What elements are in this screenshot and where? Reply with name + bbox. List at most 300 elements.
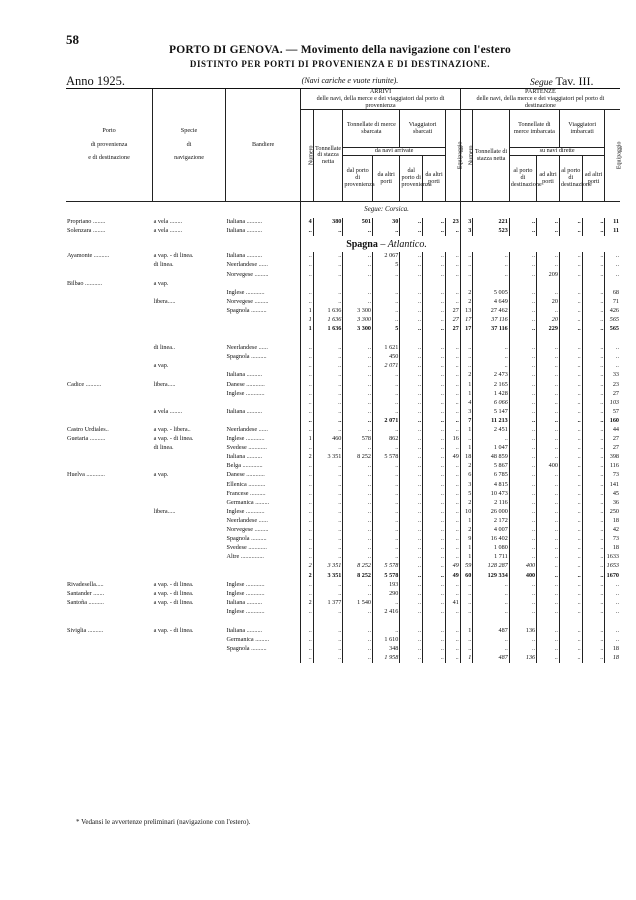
specie-cell: [153, 490, 226, 499]
viagg-dal-porto-cell: [400, 279, 423, 288]
tonn-ad-altri-cell: ..: [537, 562, 560, 571]
tonn-al-porto-cell: ..: [509, 508, 536, 517]
tonn-da-altri-cell: [373, 279, 400, 288]
arr-numero-cell: ..: [301, 645, 314, 654]
arr-equipaggio-cell: ..: [445, 289, 460, 298]
viagg-al-porto-cell: ..: [559, 362, 582, 371]
tonn-ad-altri-cell: ..: [537, 608, 560, 617]
arr-equipaggio-cell: ..: [445, 526, 460, 535]
arr-stazza-cell: 3 351: [313, 562, 343, 571]
tonn-al-porto-cell: ..: [509, 408, 536, 417]
arr-numero-cell: ..: [301, 508, 314, 517]
viagg-al-porto-cell: ..: [559, 645, 582, 654]
tonn-da-altri-cell: 193: [373, 580, 400, 589]
arr-stazza-cell: ..: [313, 627, 343, 636]
arr-numero-cell: ..: [301, 390, 314, 399]
tonn-dal-porto-cell: ..: [343, 261, 373, 270]
tonn-dal-porto-cell: ..: [343, 227, 373, 236]
par-stazza-cell: 2 451: [473, 426, 509, 435]
viagg-da-altri-cell: ..: [423, 417, 446, 426]
arr-stazza-cell: ..: [313, 353, 343, 362]
col-arrivi: ARRIVI delle navi, della merce e dei viaggiatori dal porto di provenienza: [301, 89, 461, 110]
viagg-dal-porto-cell: ..: [400, 252, 423, 261]
col-su-navi-dirette: su navi dirette: [509, 148, 605, 156]
tonn-dal-porto-cell: ..: [343, 399, 373, 408]
bandiera-cell: [226, 571, 301, 580]
viagg-ad-altri-cell: ..: [582, 462, 605, 471]
tonn-ad-altri-cell: 400: [537, 462, 560, 471]
viagg-dal-porto-cell: ..: [400, 490, 423, 499]
col-viagg-ad-altri: ad altri porti: [582, 156, 605, 202]
viagg-da-altri-cell: ..: [423, 462, 446, 471]
par-equipaggio-cell: 11: [605, 218, 620, 227]
par-equipaggio-cell: 23: [605, 380, 620, 389]
arr-numero-cell: ..: [301, 535, 314, 544]
spacer-cell: [509, 617, 536, 627]
par-stazza-cell: 1 080: [473, 544, 509, 553]
viagg-da-altri-cell: ..: [423, 426, 446, 435]
viagg-al-porto-cell: ..: [559, 608, 582, 617]
arr-stazza-cell: 3 351: [313, 453, 343, 462]
viagg-da-altri-cell: ..: [423, 227, 446, 236]
porto-cell: [66, 571, 153, 580]
table-header: [66, 88, 624, 202]
viagg-dal-porto-cell: ..: [400, 316, 423, 325]
par-stazza-cell: ..: [473, 580, 509, 589]
specie-cell: a vap.: [153, 471, 169, 479]
par-equipaggio-cell: ..: [605, 599, 620, 608]
viagg-ad-altri-cell: [582, 279, 605, 288]
arr-stazza-cell: 1 636: [313, 325, 343, 334]
bandiera-cell: Spagnola ..........: [226, 645, 267, 653]
arr-numero-cell: ..: [301, 636, 314, 645]
porto-cell: [66, 390, 153, 399]
viagg-ad-altri-cell: ..: [582, 599, 605, 608]
arr-stazza-cell: ..: [313, 480, 343, 489]
arr-stazza-cell: ..: [313, 444, 343, 453]
arr-numero-cell: ..: [301, 490, 314, 499]
section-spacer: [473, 236, 620, 252]
par-stazza-cell: ..: [473, 435, 509, 444]
porto-cell: Cadice ..........: [67, 380, 102, 388]
arr-equipaggio-cell: ..: [445, 553, 460, 562]
par-numero-cell: 6: [460, 471, 473, 480]
arr-numero-cell: ..: [301, 289, 314, 298]
col-bandiere: Bandiere: [226, 89, 301, 202]
table-row: [66, 544, 620, 553]
tonn-dal-porto-cell: ..: [343, 390, 373, 399]
par-stazza-cell: ..: [473, 645, 509, 654]
par-numero-cell: 2: [460, 526, 473, 535]
viagg-dal-porto-cell: ..: [400, 435, 423, 444]
viagg-al-porto-cell: ..: [559, 453, 582, 462]
par-numero-cell: 1: [460, 553, 473, 562]
par-equipaggio-cell: 1653: [606, 562, 619, 570]
tonn-dal-porto-cell: ..: [343, 535, 373, 544]
porto-cell: Solenzara ........: [67, 227, 106, 235]
specie-cell: [153, 371, 226, 380]
tonn-ad-altri-cell: ..: [537, 645, 560, 654]
tonn-ad-altri-cell: ..: [537, 399, 560, 408]
par-stazza-cell: ..: [473, 261, 509, 270]
par-equipaggio-cell: 68: [605, 289, 620, 298]
bandiera-cell: Spagnola ..........: [226, 306, 267, 314]
par-equipaggio-cell: 1670: [606, 571, 619, 579]
par-stazza-cell: ..: [473, 353, 509, 362]
tonn-da-altri-cell: 1 958: [373, 654, 400, 663]
viagg-al-porto-cell: ..: [559, 562, 582, 571]
arr-equipaggio-cell: ..: [445, 608, 460, 617]
par-stazza-cell: 221: [473, 218, 509, 227]
tonn-ad-altri-cell: ..: [537, 490, 560, 499]
tonn-da-altri-cell: ..: [373, 627, 400, 636]
viagg-da-altri-cell: ..: [423, 608, 446, 617]
arr-stazza-cell: ..: [313, 517, 343, 526]
arr-stazza-cell: ..: [313, 608, 343, 617]
table-row: [66, 508, 620, 517]
viagg-ad-altri-cell: ..: [582, 490, 605, 499]
tonn-ad-altri-cell: ..: [537, 471, 560, 480]
spacer-cell: [226, 334, 301, 344]
par-numero-cell: 1: [460, 380, 473, 389]
viagg-ad-altri-cell: ..: [582, 435, 605, 444]
viagg-da-altri-cell: ..: [423, 544, 446, 553]
specie-cell: di linea.: [153, 444, 174, 452]
par-equipaggio-cell: ..: [605, 636, 620, 645]
viagg-al-porto-cell: ..: [559, 444, 582, 453]
table-row: [66, 316, 620, 325]
table-row: [66, 453, 620, 462]
specie-cell: a vap. - di linea.: [153, 598, 194, 606]
par-numero-cell: 17: [460, 325, 473, 334]
porto-cell: Santander .......: [67, 589, 105, 597]
par-equipaggio-cell: 71: [605, 298, 620, 307]
viagg-al-porto-cell: ..: [559, 289, 582, 298]
specie-cell: [153, 562, 226, 571]
arr-equipaggio-cell: ..: [445, 408, 460, 417]
tonn-ad-altri-cell: ..: [537, 480, 560, 489]
tonn-ad-altri-cell: ..: [537, 535, 560, 544]
spacer-cell: [301, 617, 314, 627]
par-equipaggio-cell: ..: [605, 353, 620, 362]
tonn-dal-porto-cell: ..: [343, 444, 373, 453]
viagg-al-porto-cell: ..: [559, 636, 582, 645]
arr-numero-cell: 2: [301, 562, 314, 571]
specie-cell: libera.....: [153, 380, 176, 388]
viagg-dal-porto-cell: ..: [400, 417, 423, 426]
arr-equipaggio-cell: 49: [445, 562, 460, 571]
tonn-ad-altri-cell: ..: [537, 417, 560, 426]
viagg-al-porto-cell: ..: [559, 307, 582, 316]
bandiera-cell: Spagnola ..........: [226, 353, 267, 361]
arr-equipaggio-cell: ..: [445, 417, 460, 426]
viagg-da-altri-cell: ..: [423, 517, 446, 526]
col-tonn-imbarcata: Tonnellate di merce imbarcata: [509, 110, 559, 148]
viagg-da-altri-cell: ..: [423, 535, 446, 544]
par-numero-cell: ..: [460, 252, 473, 261]
viagg-ad-altri-cell: ..: [582, 298, 605, 307]
viagg-ad-altri-cell: ..: [582, 471, 605, 480]
viagg-da-altri-cell: ..: [423, 562, 446, 571]
viagg-al-porto-cell: ..: [559, 508, 582, 517]
specie-cell: [153, 399, 226, 408]
par-equipaggio-cell: 45: [605, 490, 620, 499]
table-row: [66, 426, 620, 435]
viagg-dal-porto-cell: ..: [400, 344, 423, 353]
arr-numero-cell: ..: [301, 227, 314, 236]
tonn-dal-porto-cell: 3 300: [343, 325, 373, 334]
bandiera-cell: [226, 279, 301, 288]
specie-cell: [153, 325, 226, 334]
tonn-ad-altri-cell: 20: [537, 316, 560, 325]
specie-cell: [153, 289, 226, 298]
par-stazza-cell: ..: [473, 252, 509, 261]
par-equipaggio-cell: 73: [605, 535, 620, 544]
arr-numero-cell: 2: [301, 453, 314, 462]
par-equipaggio-cell: 27: [605, 444, 620, 453]
viagg-dal-porto-cell: ..: [400, 462, 423, 471]
par-numero-cell: 3: [460, 408, 473, 417]
arr-numero-cell: ..: [301, 471, 314, 480]
arr-stazza-cell: ..: [313, 462, 343, 471]
arr-equipaggio-cell: 16: [445, 435, 460, 444]
porto-cell: [66, 371, 153, 380]
par-stazza-cell: 26 000: [473, 508, 509, 517]
par-stazza-cell: 4 007: [473, 526, 509, 535]
arr-numero-cell: ..: [301, 353, 314, 362]
col-porto: Porto di provenienza e di destinazione: [66, 89, 153, 202]
bandiera-cell: [226, 399, 301, 408]
arr-numero-cell: ..: [301, 444, 314, 453]
tonn-dal-porto-cell: ..: [343, 344, 373, 353]
table-row: [66, 261, 620, 270]
par-stazza-cell: 27 462: [473, 307, 509, 316]
par-stazza-cell: ..: [473, 608, 509, 617]
par-stazza-cell: 5 867: [473, 462, 509, 471]
par-stazza-cell: 523: [473, 227, 509, 236]
tonn-da-altri-cell: ..: [373, 270, 400, 279]
arr-numero-cell: ..: [301, 426, 314, 435]
table-note: (Navi cariche e vuote riunite).: [301, 76, 399, 85]
viagg-ad-altri-cell: ..: [582, 289, 605, 298]
col-viagg-sbarcati: Viaggiatori sbarcati: [400, 110, 446, 148]
spacer-cell: [605, 617, 620, 627]
viagg-al-porto-cell: ..: [559, 426, 582, 435]
tonn-ad-altri-cell: 20: [537, 298, 560, 307]
tonn-ad-altri-cell: ..: [537, 553, 560, 562]
viagg-ad-altri-cell: ..: [582, 399, 605, 408]
bandiera-cell: [226, 325, 301, 334]
viagg-dal-porto-cell: ..: [400, 599, 423, 608]
viagg-dal-porto-cell: ..: [400, 499, 423, 508]
tonn-dal-porto-cell: ..: [343, 371, 373, 380]
par-stazza-cell: 1 047: [473, 444, 509, 453]
par-stazza-cell: 6 066: [473, 399, 509, 408]
tonn-dal-porto-cell: ..: [343, 553, 373, 562]
par-equipaggio-cell: 141: [605, 480, 620, 489]
par-equipaggio-cell: 1633: [606, 553, 619, 561]
tonn-dal-porto-cell: ..: [343, 471, 373, 480]
porto-cell: [66, 553, 153, 562]
arr-numero-cell: [301, 279, 314, 288]
arr-stazza-cell: 3 351: [313, 571, 343, 580]
col-partenze: PARTENZE delle navi, della merce e dei viaggiatori pel porto di destinazione: [460, 89, 620, 110]
arr-numero-cell: ..: [301, 654, 314, 663]
arr-numero-cell: 2: [301, 599, 314, 608]
arr-stazza-cell: 1 636: [313, 307, 343, 316]
specie-cell: [153, 654, 226, 663]
viagg-da-altri-cell: ..: [423, 499, 446, 508]
arr-stazza-cell: ..: [313, 590, 343, 599]
viagg-ad-altri-cell: ..: [582, 499, 605, 508]
viagg-da-altri-cell: ..: [423, 627, 446, 636]
spacer-cell: [460, 617, 473, 627]
viagg-ad-altri-cell: ..: [582, 654, 605, 663]
arr-equipaggio-cell: 27: [445, 316, 460, 325]
bandiera-cell: Norvegese .........: [226, 297, 269, 305]
par-numero-cell: 18: [460, 453, 473, 462]
par-stazza-cell: 487: [473, 627, 509, 636]
tonn-ad-altri-cell: ..: [537, 218, 560, 227]
arr-numero-cell: 1: [301, 307, 314, 316]
table-row: [66, 645, 620, 654]
table-row: [66, 325, 620, 334]
arr-stazza-cell: ..: [313, 645, 343, 654]
tonn-da-altri-cell: ..: [373, 508, 400, 517]
viagg-al-porto-cell: ..: [559, 553, 582, 562]
tonn-da-altri-cell: 5: [373, 261, 400, 270]
tonn-dal-porto-cell: 501: [343, 218, 373, 227]
par-equipaggio-cell: 103: [605, 399, 620, 408]
arr-equipaggio-cell: ..: [445, 390, 460, 399]
arr-equipaggio-cell: ..: [445, 627, 460, 636]
porto-cell: [66, 636, 153, 645]
viagg-al-porto-cell: ..: [559, 298, 582, 307]
arr-numero-cell: ..: [301, 399, 314, 408]
section-spacer: [460, 236, 473, 252]
tonn-dal-porto-cell: ..: [343, 380, 373, 389]
viagg-al-porto-cell: ..: [559, 571, 582, 580]
viagg-da-altri-cell: ..: [423, 435, 446, 444]
tonn-ad-altri-cell: ..: [537, 517, 560, 526]
viagg-da-altri-cell: ..: [423, 654, 446, 663]
par-numero-cell: 13: [460, 307, 473, 316]
par-numero-cell: 1: [460, 654, 473, 663]
viagg-dal-porto-cell: ..: [400, 590, 423, 599]
table-row: [66, 599, 620, 608]
col-viagg-imbarcati: Viaggiatori imbarcati: [559, 110, 605, 148]
arr-numero-cell: ..: [301, 371, 314, 380]
section-title-corsica: Segue: Corsica.: [364, 205, 409, 214]
par-equipaggio-cell: 398: [605, 453, 620, 462]
arr-equipaggio-cell: ..: [445, 480, 460, 489]
tonn-da-altri-cell: 2 071: [373, 417, 400, 426]
arr-equipaggio-cell: 49: [445, 571, 460, 580]
viagg-ad-altri-cell: ..: [582, 325, 605, 334]
viagg-ad-altri-cell: ..: [582, 380, 605, 389]
spacer-cell: [559, 617, 582, 627]
spacer-cell: [343, 617, 373, 627]
table-row: [66, 362, 620, 371]
table-row: [66, 390, 620, 399]
viagg-da-altri-cell: ..: [423, 390, 446, 399]
par-numero-cell: ..: [460, 608, 473, 617]
arr-equipaggio-cell: 27: [445, 325, 460, 334]
spacer-cell: [423, 334, 446, 344]
arr-stazza-cell: ..: [313, 289, 343, 298]
arr-numero-cell: 1: [301, 435, 314, 444]
tonn-da-altri-cell: ..: [373, 544, 400, 553]
par-numero-cell: ..: [460, 580, 473, 589]
tonn-al-porto-cell: ..: [509, 252, 536, 261]
bandiera-cell: Inglese ............: [226, 389, 265, 397]
spacer-cell: [473, 617, 509, 627]
viagg-dal-porto-cell: ..: [400, 645, 423, 654]
porto-cell: [66, 399, 153, 408]
arr-equipaggio-cell: ..: [445, 636, 460, 645]
arr-equipaggio-cell: ..: [445, 252, 460, 261]
specie-cell: libera.....: [153, 507, 176, 515]
table-row: [66, 636, 620, 645]
year-label: Anno 1925.: [66, 74, 126, 88]
par-numero-cell: 2: [460, 289, 473, 298]
col-par-numero: Numero: [460, 110, 473, 202]
specie-cell: a vap. - di linea.: [153, 589, 194, 597]
par-equipaggio-cell: 57: [605, 408, 620, 417]
par-equipaggio-cell: ..: [605, 590, 620, 599]
par-numero-cell: 3: [460, 218, 473, 227]
tonn-dal-porto-cell: ..: [343, 654, 373, 663]
viagg-dal-porto-cell: ..: [400, 627, 423, 636]
par-numero-cell: ..: [460, 353, 473, 362]
table-row: [66, 471, 620, 480]
tonn-ad-altri-cell: ..: [537, 426, 560, 435]
spacer-cell: [373, 617, 400, 627]
arr-numero-cell: ..: [301, 526, 314, 535]
arr-equipaggio-cell: ..: [445, 654, 460, 663]
col-tonn-sbarcata: Tonnellate di merce sbarcata: [343, 110, 400, 148]
par-numero-cell: 10: [460, 508, 473, 517]
arr-numero-cell: ..: [301, 344, 314, 353]
specie-cell: [153, 636, 226, 645]
arr-equipaggio-cell: 27: [445, 307, 460, 316]
viagg-dal-porto-cell: ..: [400, 654, 423, 663]
tonn-da-altri-cell: ..: [373, 399, 400, 408]
tonn-al-porto-cell: 400: [509, 571, 536, 580]
viagg-ad-altri-cell: ..: [582, 526, 605, 535]
tonn-dal-porto-cell: 1 540: [343, 599, 373, 608]
par-equipaggio-cell: 565: [605, 316, 620, 325]
par-numero-cell: 1: [460, 544, 473, 553]
par-numero-cell: 59: [460, 562, 473, 571]
tonn-da-altri-cell: ..: [373, 499, 400, 508]
par-equipaggio-cell: 36: [605, 499, 620, 508]
specie-cell: [153, 526, 226, 535]
arr-stazza-cell: ..: [313, 399, 343, 408]
tonn-da-altri-cell: 5 578: [373, 453, 400, 462]
tonn-da-altri-cell: ..: [373, 490, 400, 499]
arr-equipaggio-cell: ..: [445, 508, 460, 517]
tonn-dal-porto-cell: ..: [343, 590, 373, 599]
viagg-da-altri-cell: ..: [423, 453, 446, 462]
par-stazza-cell: 10 473: [473, 490, 509, 499]
tonn-dal-porto-cell: ..: [343, 480, 373, 489]
arr-numero-cell: ..: [301, 544, 314, 553]
viagg-da-altri-cell: ..: [423, 590, 446, 599]
viagg-ad-altri-cell: ..: [582, 580, 605, 589]
viagg-ad-altri-cell: ..: [582, 553, 605, 562]
par-stazza-cell: 37 116: [473, 316, 509, 325]
